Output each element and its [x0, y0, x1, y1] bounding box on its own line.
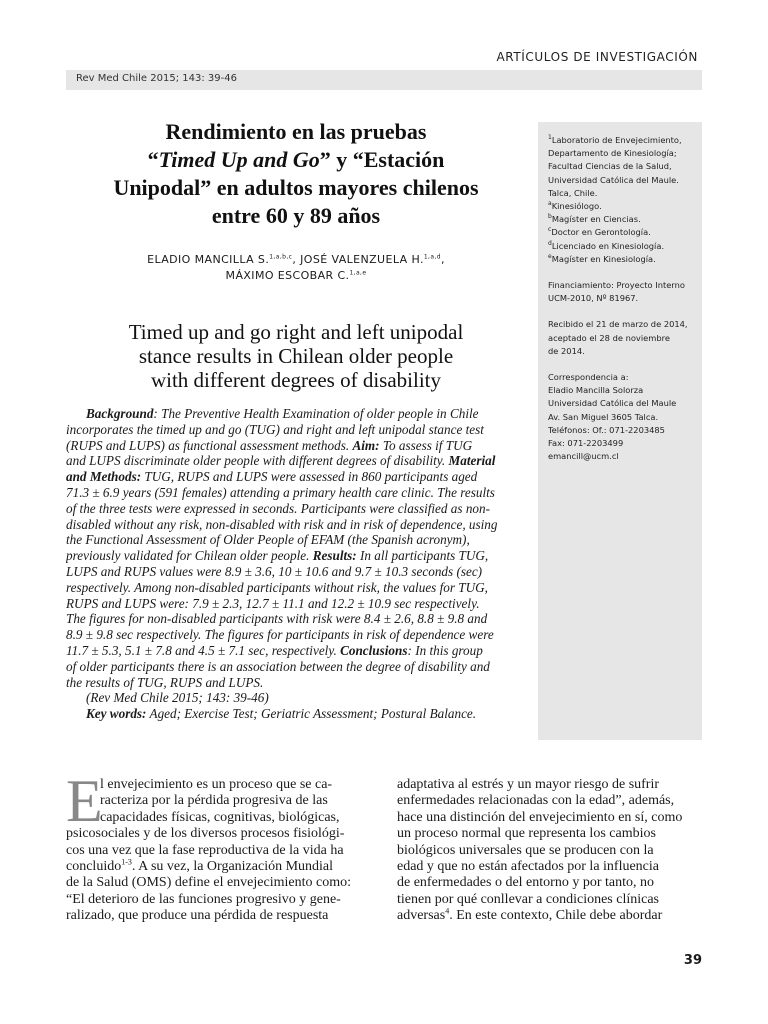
citation-bar [66, 70, 702, 90]
keywords-label: Key words: [86, 706, 147, 722]
citation: Rev Med Chile 2015; 143: 39-46 [76, 73, 237, 84]
title-line: entre 60 y 89 años [211, 203, 381, 228]
sidebar-info [538, 122, 702, 740]
abstract-label: Material [448, 453, 496, 469]
spanish-title [66, 118, 526, 230]
funding: Financiamiento: Proyecto Interno UCM-2010, Nº 81967. [548, 280, 685, 304]
author-name: MÁXIMO ESCOBAR C. [225, 269, 350, 282]
english-title: Timed up and go right and left unipodal stance results in Chilean older people with different degrees of disability [128, 320, 464, 392]
email[interactable]: emancill@ucm.cl [548, 451, 619, 462]
received-dates: Recibido el 21 de marzo de 2014, aceptado el 28 de noviembre de 2014. [548, 319, 688, 356]
authors: ELADIO MANCILLA S.$^{1,a,b,c}$, JOSÉ VALENZUELA H.$^{1,a,d}$, MÁXIMO ESCOBAR C.$^{1,a,e}$ [147, 253, 445, 282]
abstract-label: Conclusions [340, 642, 408, 658]
section-label: ARTÍCULOS DE INVESTIGACIÓN [496, 50, 698, 64]
affiliations: $^1$Laboratorio de Envejecimiento, Departamento de Kinesiología; Facultad Ciencias de la Salud, Universidad Católica del Maule. Talca, Chile. $^a$Kinesiólogo. $^b$Magíster en Ciencias. $^c$Doctor en Gerontología. $^d$Licenciado en Kinesiología. $^e$Magíster en Kinesiología. [548, 134, 682, 264]
body-column-right: adaptativa al estrés y un mayor riesgo de sufrir enfermedades relacionadas con la edad”, además, hace una distinción del envejecimiento en sí, como un proceso normal que representa los cambios biológicos universales que se producen con la edad y que no están afectados por la influencia de enfermedades o del entorno y por tanto, no tienen por qué conllevar a condiciones clínicas adversas$^4$. En este contexto, Chile debe abordar [397, 777, 683, 924]
drop-cap: E [66, 768, 103, 834]
title-line: “Timed Up and Go” y “Estación [147, 147, 445, 172]
abstract-label: Background [86, 406, 154, 421]
author-name: ELADIO MANCILLA S. [147, 253, 270, 266]
author-name: , JOSÉ VALENZUELA H. [292, 253, 424, 266]
abstract: Background: The Preventive Health Examination of older people in Chile incorporates the timed up and go (TUG) and right and left unipodal stance test (RUPS and LUPS) as functional assessment methods. Aim: To assess if TUG and LUPS discriminate older people with different degrees of disability. Material and Methods: TUG, RUPS and LUPS were assessed in 860 participants aged 71.3 ± 6.9 years (591 females) attending a primary health care clinic. The results of the three tests were expressed in seconds. Participants were classified as non- disabled without any risk, non-disabled with risk and in risk of dependence, using the Functional Assessment of Older People of EFAM (the Spanish acronym), previously validated for Chilean older people. Results: In all participants TUG, LUPS and RUPS values were 8.9 ± 3.6, 10 ± 10.6 and 9.7 ± 10.3 seconds (sec) respectively. Among non-disabled participants without risk, the values for TUG, RUPS and LUPS were: 7.9 ± 2.3, 12.7 ± 11.1 and 12.2 ± 10.9 sec respectively. The figures for non-disabled participants with risk were 8.4 ± 2.6, 8.8 ± 9.8 and 8.9 ± 9.8 sec respectively. The figures for participants in risk of dependence were 11.7 ± 5.3, 5.1 ± 7.8 and 4.5 ± 7.1 sec, respectively. Conclusions: In this group of older participants there is an association between the degree of disability and the results of TUG, RUPS and LUPS. (Rev Med Chile 2015; 143: 39-46) Key words: Aged; Exercise Test; Geriatric Assessment; Postural Balance. [66, 406, 514, 722]
title-line: Rendimiento en las pruebas [165, 119, 427, 144]
abstract-label: Results: [312, 548, 357, 564]
abstract-reference: (Rev Med Chile 2015; 143: 39-46) [86, 690, 269, 706]
abstract-label: Aim: [352, 437, 380, 453]
abstract-label: and Methods: [66, 469, 142, 485]
keywords: Aged; Exercise Test; Geriatric Assessment; Postural Balance. [146, 706, 477, 722]
correspondence: Correspondencia a: Eladio Mancilla Solorza Universidad Católica del Maule Av. San Miguel 3605 Talca. Teléfonos: Of.: 071-2203485 Fax: 071-2203499 emancill@ucm.cl [548, 371, 694, 463]
title-line: Unipodal” en adultos mayores chilenos [113, 175, 479, 200]
body-column-left: l envejecimiento es un proceso que se ca- racteriza por la pérdida progresiva de las capacidades físicas, cognitivas, biológicas, psicosociales y de los diversos procesos fisiológi- cos una vez que la fase reproductiva de la vida ha concluido$^{1-3}$. A su vez, la Organización Mundial de la Salud (OMS) define el envejecimiento como: “El deterioro de las funciones progresivo y gene- ralizado, que produce una pérdida de respuesta [66, 777, 351, 924]
page-number: 39 [683, 953, 702, 968]
